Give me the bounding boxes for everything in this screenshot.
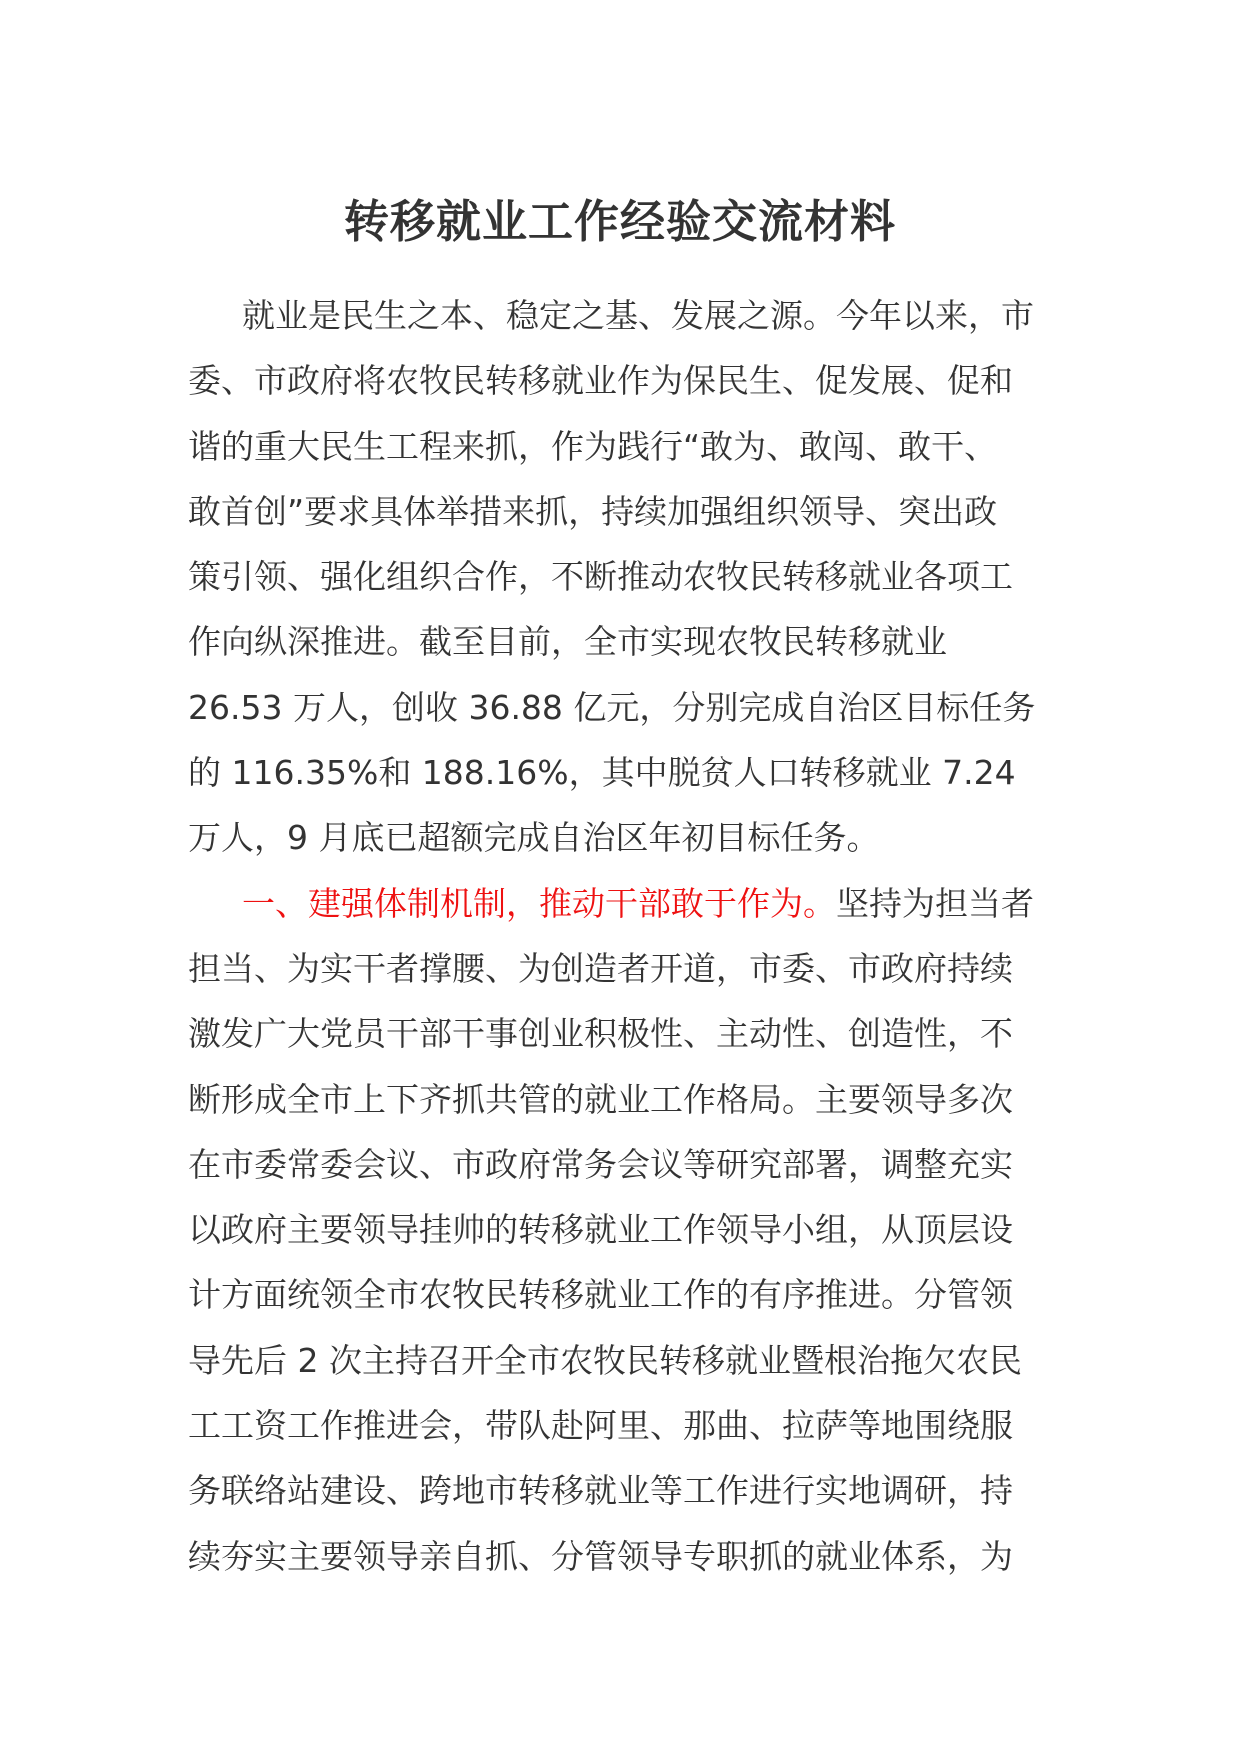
text-line: 策引领、强化组织合作，不断推动农牧民转移就业各项工 bbox=[188, 557, 1013, 597]
text-line: 断形成全市上下齐抓共管的就业工作格局。主要领导多次 bbox=[188, 1079, 1013, 1119]
text-line: 务联络站建设、跨地市转移就业等工作进行实地调研，持 bbox=[188, 1471, 1013, 1511]
section-heading: 一、建强体制机制，推动干部敢于作为。 bbox=[242, 883, 836, 923]
section-first-line-text: 坚持为担当者 bbox=[836, 883, 1034, 923]
text-line: 导先后 2 次主持召开全市农牧民转移就业暨根治拖欠农民 bbox=[188, 1340, 1022, 1380]
text-line: 续夯实主要领导亲自抓、分管领导专职抓的就业体系，为 bbox=[188, 1536, 1013, 1576]
text-line: 作向纵深推进。截至目前，全市实现农牧民转移就业 bbox=[188, 622, 947, 662]
text-line: 计方面统领全市农牧民转移就业工作的有序推进。分管领 bbox=[188, 1275, 1013, 1315]
paragraph-intro bbox=[188, 283, 1052, 871]
text-line: 敢首创”要求具体举措来抓，持续加强组织领导、突出政 bbox=[188, 491, 998, 531]
text-line: 激发广大党员干部干事创业积极性、主动性、创造性，不 bbox=[188, 1014, 1013, 1054]
document-body bbox=[188, 283, 1052, 1589]
paragraph-section-one bbox=[188, 871, 1052, 1589]
text-line: 26.53 万人，创收 36.88 亿元，分别完成自治区目标任务 bbox=[188, 687, 1036, 727]
text-line: 的 116.35%和 188.16%，其中脱贫人口转移就业 7.24 bbox=[188, 753, 1016, 793]
text-line: 在市委常委会议、市政府常务会议等研究部署，调整充实 bbox=[188, 1144, 1013, 1184]
section-first-line bbox=[188, 871, 1052, 936]
text-line: 谐的重大民生工程来抓，作为践行“敢为、敢闯、敢干、 bbox=[188, 426, 998, 466]
text-line: 以政府主要领导挂帅的转移就业工作领导小组，从顶层设 bbox=[188, 1210, 1013, 1250]
text-line: 万人，9 月底已超额完成自治区年初目标任务。 bbox=[188, 818, 880, 858]
text-line: 委、市政府将农牧民转移就业作为保民生、促发展、促和 bbox=[188, 361, 1013, 401]
text-line: 担当、为实干者撑腰、为创造者开道，市委、市政府持续 bbox=[188, 948, 1013, 988]
text-line: 就业是民生之本、稳定之基、发展之源。今年以来，市 bbox=[242, 296, 1034, 335]
text-line: 工工资工作推进会，带队赴阿里、那曲、拉萨等地围绕服 bbox=[188, 1406, 1013, 1446]
document-title: 转移就业工作经验交流材料 bbox=[343, 195, 896, 248]
